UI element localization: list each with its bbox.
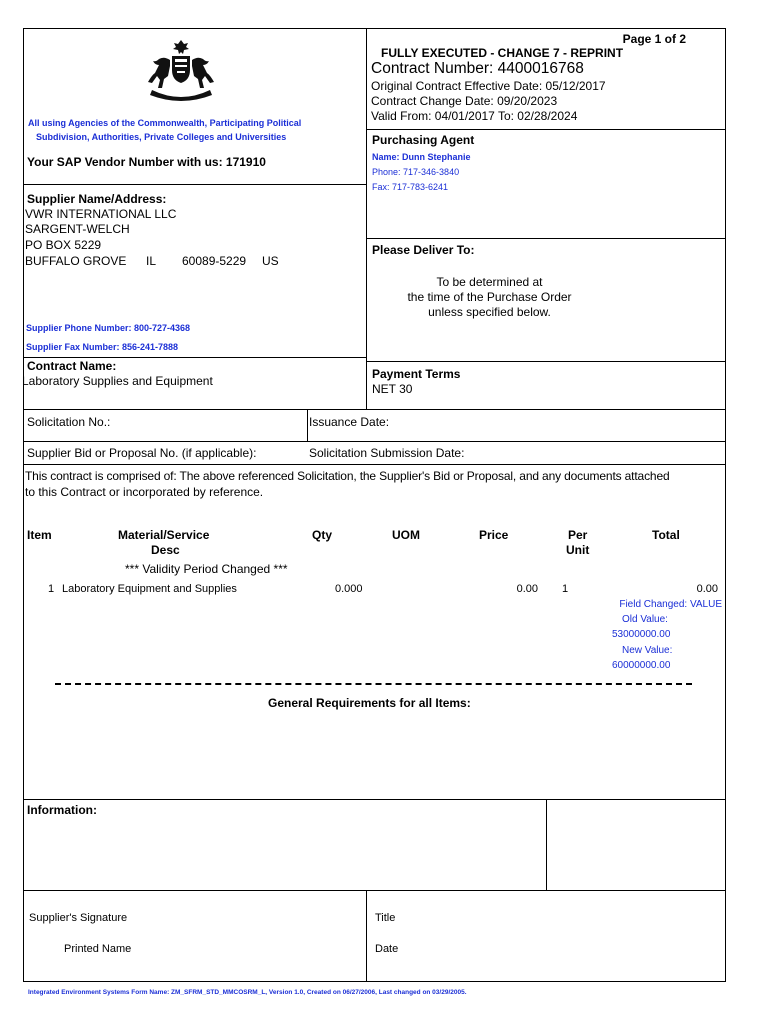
rule-signature-top <box>23 890 726 891</box>
row-price: 0.00 <box>516 583 538 595</box>
information-divider <box>546 799 547 891</box>
supplier-line-3: PO BOX 5229 <box>25 238 102 252</box>
old-value: 53000000.00 <box>612 629 671 640</box>
pennsylvania-seal-icon <box>142 38 220 102</box>
rule-solicitation-top <box>23 409 726 410</box>
contract-name-heading: Contract Name: <box>27 359 117 373</box>
sap-vendor-number: Your SAP Vendor Number with us: 171910 <box>27 155 266 169</box>
header-divider <box>366 28 367 410</box>
rule-solicitation-mid <box>23 441 726 442</box>
rule-information-top <box>23 799 726 800</box>
row-total: 0.00 <box>696 583 718 595</box>
deliver-line-1: To be determined at <box>436 275 543 289</box>
comprised-line-2: to this Contract or incorporated by reference. <box>25 485 264 499</box>
submission-date: Solicitation Submission Date: <box>309 446 465 460</box>
title-label: Title <box>375 912 396 924</box>
supplier-line-2: SARGENT-WELCH <box>25 222 130 236</box>
signature-divider <box>366 890 367 981</box>
col-total: Total <box>652 528 680 542</box>
row-desc: Laboratory Equipment and Supplies <box>62 583 237 595</box>
supplier-phone: Supplier Phone Number: 800-727-4368 <box>26 323 191 333</box>
issuance-date: Issuance Date: <box>309 415 390 429</box>
rule-agent-top <box>366 129 726 130</box>
supplier-signature-label: Supplier's Signature <box>29 912 128 924</box>
col-price: Price <box>479 528 509 542</box>
general-requirements: General Requirements for all Items: <box>268 696 471 710</box>
supplier-bid-no: Supplier Bid or Proposal No. (if applicable): <box>27 446 257 460</box>
valid-dates: Valid From: 04/01/2017 To: 02/28/2024 <box>371 109 578 123</box>
supplier-zip: 60089-5229 <box>182 254 247 268</box>
border-right <box>725 28 726 981</box>
col-uom: UOM <box>392 528 420 542</box>
row-qty: 0.000 <box>335 583 363 595</box>
page-number: Page 1 of 2 <box>622 32 686 46</box>
col-desc-2: Desc <box>151 543 180 557</box>
border-bottom <box>23 981 726 982</box>
supplier-city: BUFFALO GROVE <box>25 254 127 268</box>
border-top <box>23 28 726 29</box>
rule-contract-name-top <box>23 357 367 358</box>
date-label: Date <box>375 943 399 955</box>
rule-supplier-top <box>23 184 367 185</box>
original-effective-date: Original Contract Effective Date: 05/12/2017 <box>371 79 606 93</box>
col-qty: Qty <box>312 528 333 542</box>
supplier-heading: Supplier Name/Address: <box>27 192 167 206</box>
comprised-line-1: This contract is comprised of: The above referenced Solicitation, the Supplier's Bid or Proposal, and any documents attached <box>25 469 670 483</box>
payment-terms-heading: Payment Terms <box>372 367 461 381</box>
form-footer: Integrated Environment Systems Form Name: ZM_SFRM_STD_MMCOSRM_L, Version 1.0, Created on 06/27/2006, Last changed on 03/29/2005. <box>28 989 467 996</box>
solicitation-no: Solicitation No.: <box>27 415 111 429</box>
new-value: 60000000.00 <box>612 660 671 671</box>
col-per-1: Per <box>568 528 588 542</box>
supplier-state: IL <box>146 254 157 268</box>
agencies-line-1: All using Agencies of the Commonwealth, Participating Political <box>28 118 302 128</box>
purchasing-agent-heading: Purchasing Agent <box>372 133 475 147</box>
agent-name: Name: Dunn Stephanie <box>372 152 471 162</box>
row-per: 1 <box>562 583 569 595</box>
payment-terms-value: NET 30 <box>372 382 413 396</box>
rule-comprised-top <box>23 464 726 465</box>
col-item: Item <box>27 528 52 542</box>
border-left <box>23 28 24 981</box>
field-changed: Field Changed: VALUE <box>619 599 722 610</box>
supplier-fax: Supplier Fax Number: 856-241-7888 <box>26 342 179 352</box>
validity-note: *** Validity Period Changed *** <box>125 562 288 576</box>
col-desc-1: Material/Service <box>118 528 210 542</box>
deliver-heading: Please Deliver To: <box>372 243 475 257</box>
new-value-label: New Value: <box>622 645 673 656</box>
agent-phone: Phone: 717-346-3840 <box>372 167 460 177</box>
contract-status: FULLY EXECUTED - CHANGE 7 - REPRINT <box>381 46 624 60</box>
deliver-line-2: the time of the Purchase Order <box>407 290 572 304</box>
contract-name-value: Laboratory Supplies and Equipment <box>22 374 213 388</box>
col-per-2: Unit <box>566 543 590 557</box>
solicitation-divider <box>307 409 308 441</box>
old-value-label: Old Value: <box>622 614 668 625</box>
rule-payment-top <box>366 361 726 362</box>
rule-deliver-top <box>366 238 726 239</box>
contract-number: Contract Number: 4400016768 <box>371 60 584 77</box>
agent-fax: Fax: 717-783-6241 <box>372 182 449 192</box>
printed-name-label: Printed Name <box>64 943 132 955</box>
supplier-line-1: VWR INTERNATIONAL LLC <box>25 207 177 221</box>
agencies-line-2: Subdivision, Authorities, Private Colleges and Universities <box>36 132 287 142</box>
deliver-line-3: unless specified below. <box>428 305 551 319</box>
supplier-country: US <box>262 254 279 268</box>
contract-change-date: Contract Change Date: 09/20/2023 <box>371 94 558 108</box>
row-item: 1 <box>48 583 55 595</box>
dashed-separator <box>55 683 692 685</box>
information-label: Information: <box>27 803 97 817</box>
